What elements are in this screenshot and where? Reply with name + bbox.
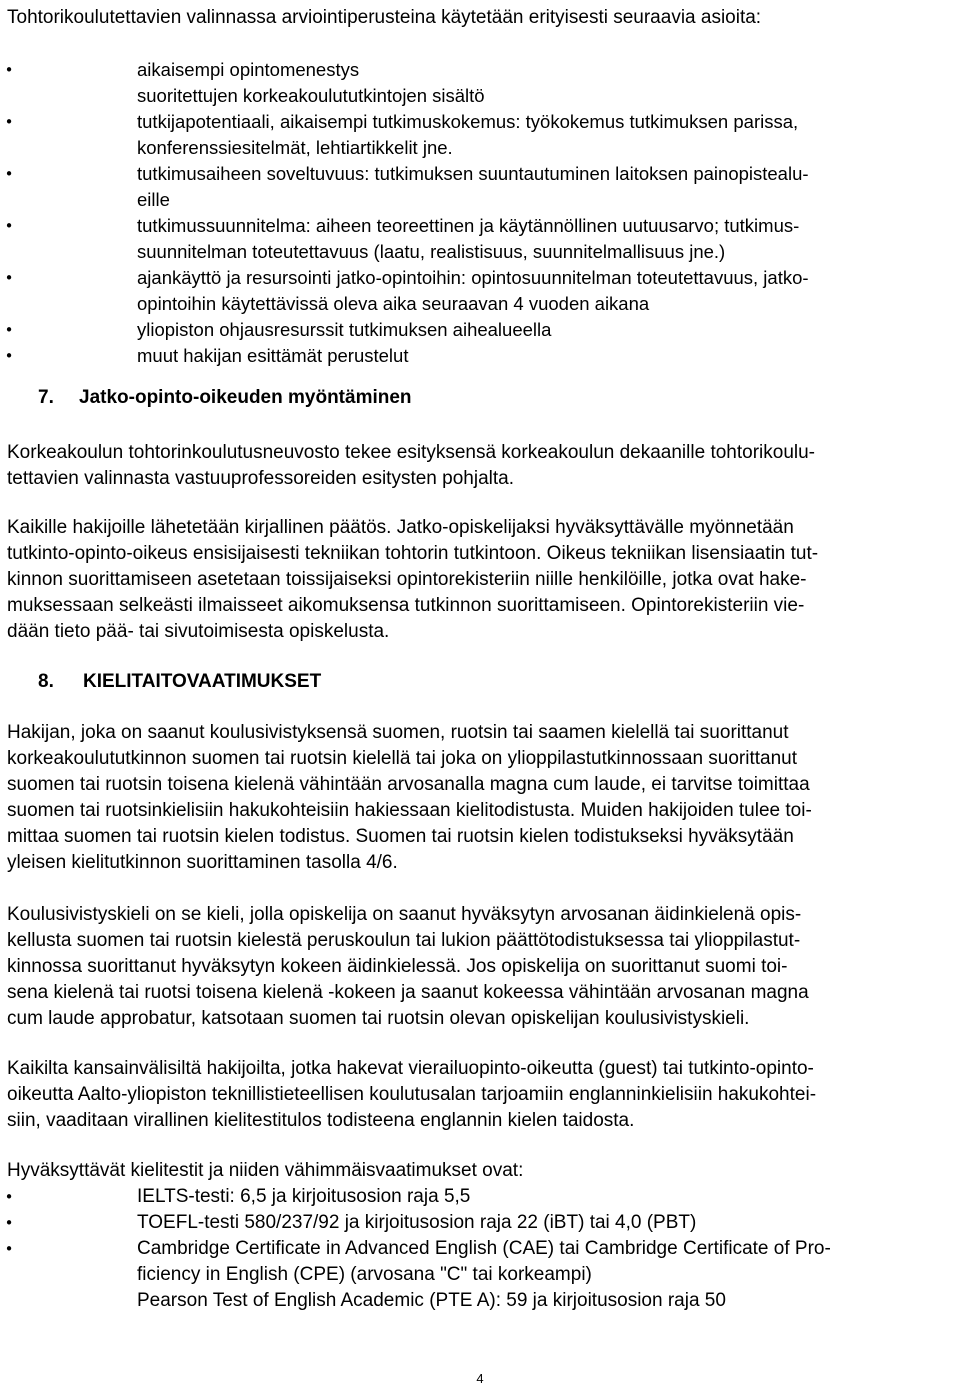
page-number: 4: [476, 1371, 484, 1386]
list-item-text: ajankäyttö ja resursointi jatko-opintoihin: opintosuunnitelman toteutettavuus, jatko-: [137, 267, 809, 288]
paragraph-line: suomen tai ruotsin toisena kielenä vähintään arvosanalla magna cum laude, ei tarvitse toimittaa: [7, 774, 810, 795]
paragraph-line: cum laude approbatur, katsotaan suomen tai ruotsin olevan opiskelijan koulusivistyskieli.: [7, 1008, 750, 1029]
list-item-text: IELTS-testi: 6,5 ja kirjoitusosion raja 5,5: [137, 1186, 471, 1207]
bullet-icon: •: [4, 1214, 14, 1232]
paragraph-line: tettavien valinnasta vastuuprofessoreiden esitysten pohjalta.: [7, 468, 514, 489]
list-item-text: Pearson Test of English Academic (PTE A): 59 ja kirjoitusosion raja 50: [137, 1290, 726, 1311]
list-item-text: ficiency in English (CPE) (arvosana "C" tai korkeampi): [137, 1264, 592, 1285]
paragraph-line: sena kielenä tai ruotsi toisena kielenä -kokeen ja saanut kokeessa vähintään arvosanan magna: [7, 982, 809, 1003]
paragraph-line: Kaikilta kansainvälisiltä hakijoilta, jotka hakevat vierailuopinto-oikeutta (guest) tai tutkinto-opinto-: [7, 1058, 814, 1079]
criteria-list: [0, 57, 960, 369]
bullet-icon: •: [4, 347, 14, 365]
list-item: [0, 57, 960, 83]
list-item-text: suunnitelman toteutettavuus (laatu, realistisuus, suunnitelmallisuus jne.): [137, 241, 726, 262]
list-item: [0, 161, 960, 213]
paragraph: [7, 902, 943, 1032]
list-item-text: eille: [137, 189, 170, 210]
tests-intro: [7, 1158, 943, 1184]
paragraph-line: Hyväksyttävät kielitestit ja niiden vähimmäisvaatimukset ovat:: [7, 1160, 524, 1181]
paragraph-line: kellusta suomen tai ruotsin kielestä peruskoulun tai lukion päättötodistuksessa tai ylioppilastut-: [7, 930, 801, 951]
paragraph-line: Koulusivistyskieli on se kieli, jolla opiskelija on saanut hyväksytyn arvosanan äidinkielenä opis-: [7, 904, 802, 925]
paragraph-line: kinnon suorittamiseen asetetaan toissijaiseksi opintorekisteriin niille henkilöille, jotka ovat hake-: [7, 569, 807, 590]
paragraph: [7, 720, 943, 876]
paragraph-line: suomen tai ruotsinkielisiin hakukohteisiin hakiessaan kielitodistusta. Muiden hakijoiden tulee toi-: [7, 800, 812, 821]
list-item-text: yliopiston ohjausresurssit tutkimuksen aihealueella: [137, 319, 552, 340]
bullet-icon: •: [4, 217, 14, 235]
list-item-text: tutkimussuunnitelma: aiheen teoreettinen ja käytännöllinen uutuusarvo; tutkimus-: [137, 215, 800, 236]
paragraph-line: Hakijan, joka on saanut koulusivistyksensä suomen, ruotsin tai saamen kielellä tai suorittanut: [7, 722, 789, 743]
list-item-text: tutkijapotentiaali, aikaisempi tutkimuskokemus: työkokemus tutkimuksen parissa,: [137, 111, 799, 132]
list-item: [0, 265, 960, 317]
list-item: [0, 343, 960, 369]
list-item-text: suoritettujen korkeakoulututkintojen sisältö: [137, 85, 485, 106]
language-tests-list: [0, 1184, 960, 1314]
list-item: [0, 109, 960, 161]
bullet-icon: •: [4, 321, 14, 339]
bullet-icon: •: [4, 1188, 14, 1206]
paragraph-line: Korkeakoulun tohtorinkoulutusneuvosto tekee esityksensä korkeakoulun dekaanille tohtorikoulu-: [7, 442, 816, 463]
intro-line: Tohtorikoulutettavien valinnassa arviointiperusteina käytetään erityisesti seuraavia asioita:: [7, 7, 762, 28]
paragraph: [7, 1056, 943, 1134]
paragraph-line: Kaikille hakijoille lähetetään kirjallinen päätös. Jatko-opiskelijaksi hyväksyttävälle myönnetään: [7, 517, 794, 538]
bullet-icon: •: [4, 113, 14, 131]
list-item-text: Cambridge Certificate in Advanced English (CAE) tai Cambridge Certificate of Pro-: [137, 1238, 831, 1259]
list-item: [0, 317, 960, 343]
paragraph-line: yleisen kielitutkinnon suorittaminen tasolla 4/6.: [7, 852, 398, 873]
paragraph-line: oikeutta Aalto-yliopiston teknillistieteellisen koulutusalan tarjoamiin englanninkielisiin hakukohtei-: [7, 1084, 817, 1105]
list-item: [0, 1184, 960, 1210]
list-item: [0, 1210, 960, 1236]
list-item-text: aikaisempi opintomenestys: [137, 59, 360, 80]
paragraph: [7, 515, 943, 645]
bullet-icon: •: [4, 269, 14, 287]
list-item: [0, 83, 960, 109]
list-item-text: TOEFL-testi 580/237/92 ja kirjoitusosion raja 22 (iBT) tai 4,0 (PBT): [137, 1212, 697, 1233]
list-item: [0, 1288, 960, 1314]
list-item-text: muut hakijan esittämät perustelut: [137, 345, 409, 366]
section-title: KIELITAITOVAATIMUKSET: [83, 671, 322, 692]
paragraph-line: korkeakoulututkinnon suomen tai ruotsin kielellä tai joka on ylioppilastutkinnossaan suorittanut: [7, 748, 798, 769]
bullet-icon: •: [4, 165, 14, 183]
paragraph-line: siin, vaaditaan virallinen kielitestitulos todisteena englannin kielen taidosta.: [7, 1110, 635, 1131]
list-item: [0, 1236, 960, 1288]
section-number: 8.: [38, 671, 54, 692]
list-item-text: konferenssiesitelmät, lehtiartikkelit jne.: [137, 137, 453, 158]
paragraph-line: tutkinto-opinto-oikeus ensisijaisesti tekniikan tohtorin tutkintoon. Oikeus tekniikan lisensiaatin tut-: [7, 543, 819, 564]
paragraph-line: muksessaan selkeästi ilmaisseet aikomuksensa tutkinnon suorittamiseen. Opintorekisteriin vie-: [7, 595, 805, 616]
paragraph-line: mittaa suomen tai ruotsin kielen todistus. Suomen tai ruotsin kielen todistukseksi hyväksytään: [7, 826, 794, 847]
intro-text: [7, 5, 943, 31]
section-title: Jatko-opinto-oikeuden myöntäminen: [79, 387, 412, 408]
paragraph-line: kinnossa suorittanut hyväksytyn kokeen äidinkielessä. Jos opiskelija on suorittanut suomi toi-: [7, 956, 788, 977]
list-item-text: tutkimusaiheen soveltuvuus: tutkimuksen suuntautuminen laitoksen painopistealu-: [137, 163, 809, 184]
section-number: 7.: [38, 387, 54, 408]
list-item: [0, 213, 960, 265]
paragraph-line: dään tieto pää- tai sivutoimisesta opiskelusta.: [7, 621, 390, 642]
paragraph: [7, 440, 943, 492]
bullet-icon: •: [4, 1240, 14, 1258]
list-item-text: opintoihin käytettävissä oleva aika seuraavan 4 vuoden aikana: [137, 293, 650, 314]
bullet-icon: •: [4, 61, 14, 79]
